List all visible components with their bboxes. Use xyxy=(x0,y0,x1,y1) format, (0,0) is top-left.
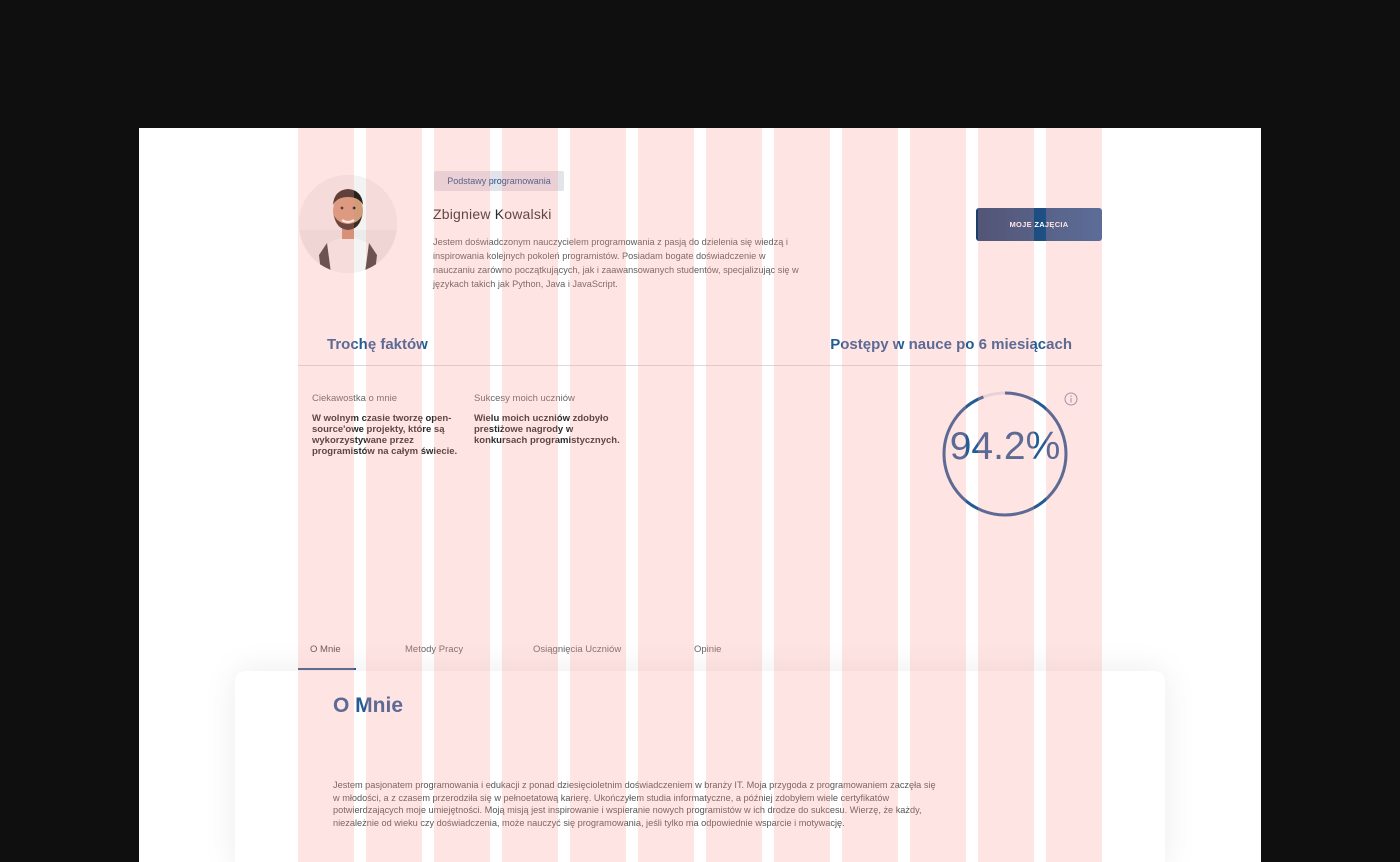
teacher-name: Zbigniew Kowalski xyxy=(433,206,552,222)
fact-text: W wolnym czasie tworzę open-source'owe projekty, które są wykorzystywane przez programistów na całym świecie. xyxy=(312,413,458,457)
progress-value: 94.2% xyxy=(949,425,1061,468)
my-classes-button[interactable]: MOJE ZAJĘCIA xyxy=(976,208,1102,241)
tab-opinie[interactable]: Opinie xyxy=(694,644,722,655)
avatar xyxy=(299,175,397,273)
tab-o-mnie[interactable]: O Mnie xyxy=(310,644,341,655)
active-tab-indicator xyxy=(298,668,356,670)
about-text: Jestem pasjonatem programowania i edukacji z ponad dziesięcioletnim doświadczeniem w branży IT. Moja przygoda z programowaniem zaczęła się w młodości, a z czasem przerodziła się w pełnoetatową karierę. Ukończyłem studia informatyczne, a później zdobyłem wiele certyfikatów potwierdzających moje umiejętności. Moją misją jest inspirowanie i wspieranie nowych programistów w ich drodze do sukcesu. Wierzę, że każdy, niezależnie od wieku czy doświadczenia, może nauczyć się programowania, jeśli tylko ma odpowiednie wsparcie i motywację. xyxy=(333,780,936,828)
section-divider xyxy=(298,365,1102,366)
tab-metody-pracy[interactable]: Metody Pracy xyxy=(405,644,464,655)
teacher-bio: Jestem doświadczonym nauczycielem programowania z pasją do dzielenia się wiedzą i inspirowania kolejnych pokoleń programistów. Posiadam bogate doświadczenie w nauczaniu zarówno początkujących, jak i zaawansowanych studentów, specjalizując się w językach takich jak Python, Java i JavaScript. xyxy=(433,237,799,289)
fact-title: Ciekawostka o mnie xyxy=(312,393,398,404)
facts-heading: Trochę faktów xyxy=(327,336,428,353)
avatar-image xyxy=(299,175,397,273)
page xyxy=(139,128,1261,862)
tab-osiagniecia-uczniow[interactable]: Osiągnięcia Uczniów xyxy=(533,644,622,655)
section-title: O Mnie xyxy=(333,694,404,717)
info-icon[interactable] xyxy=(1064,392,1078,406)
fact-text: Wielu moich uczniów zdobyło prestiżowe nagrody w konkursach programistycznych. xyxy=(474,413,620,446)
progress-heading: Postępy w nauce po 6 miesiącach xyxy=(830,336,1072,353)
course-tag[interactable]: Podstawy programowania xyxy=(434,171,564,191)
fact-title: Sukcesy moich uczniów xyxy=(474,393,575,404)
